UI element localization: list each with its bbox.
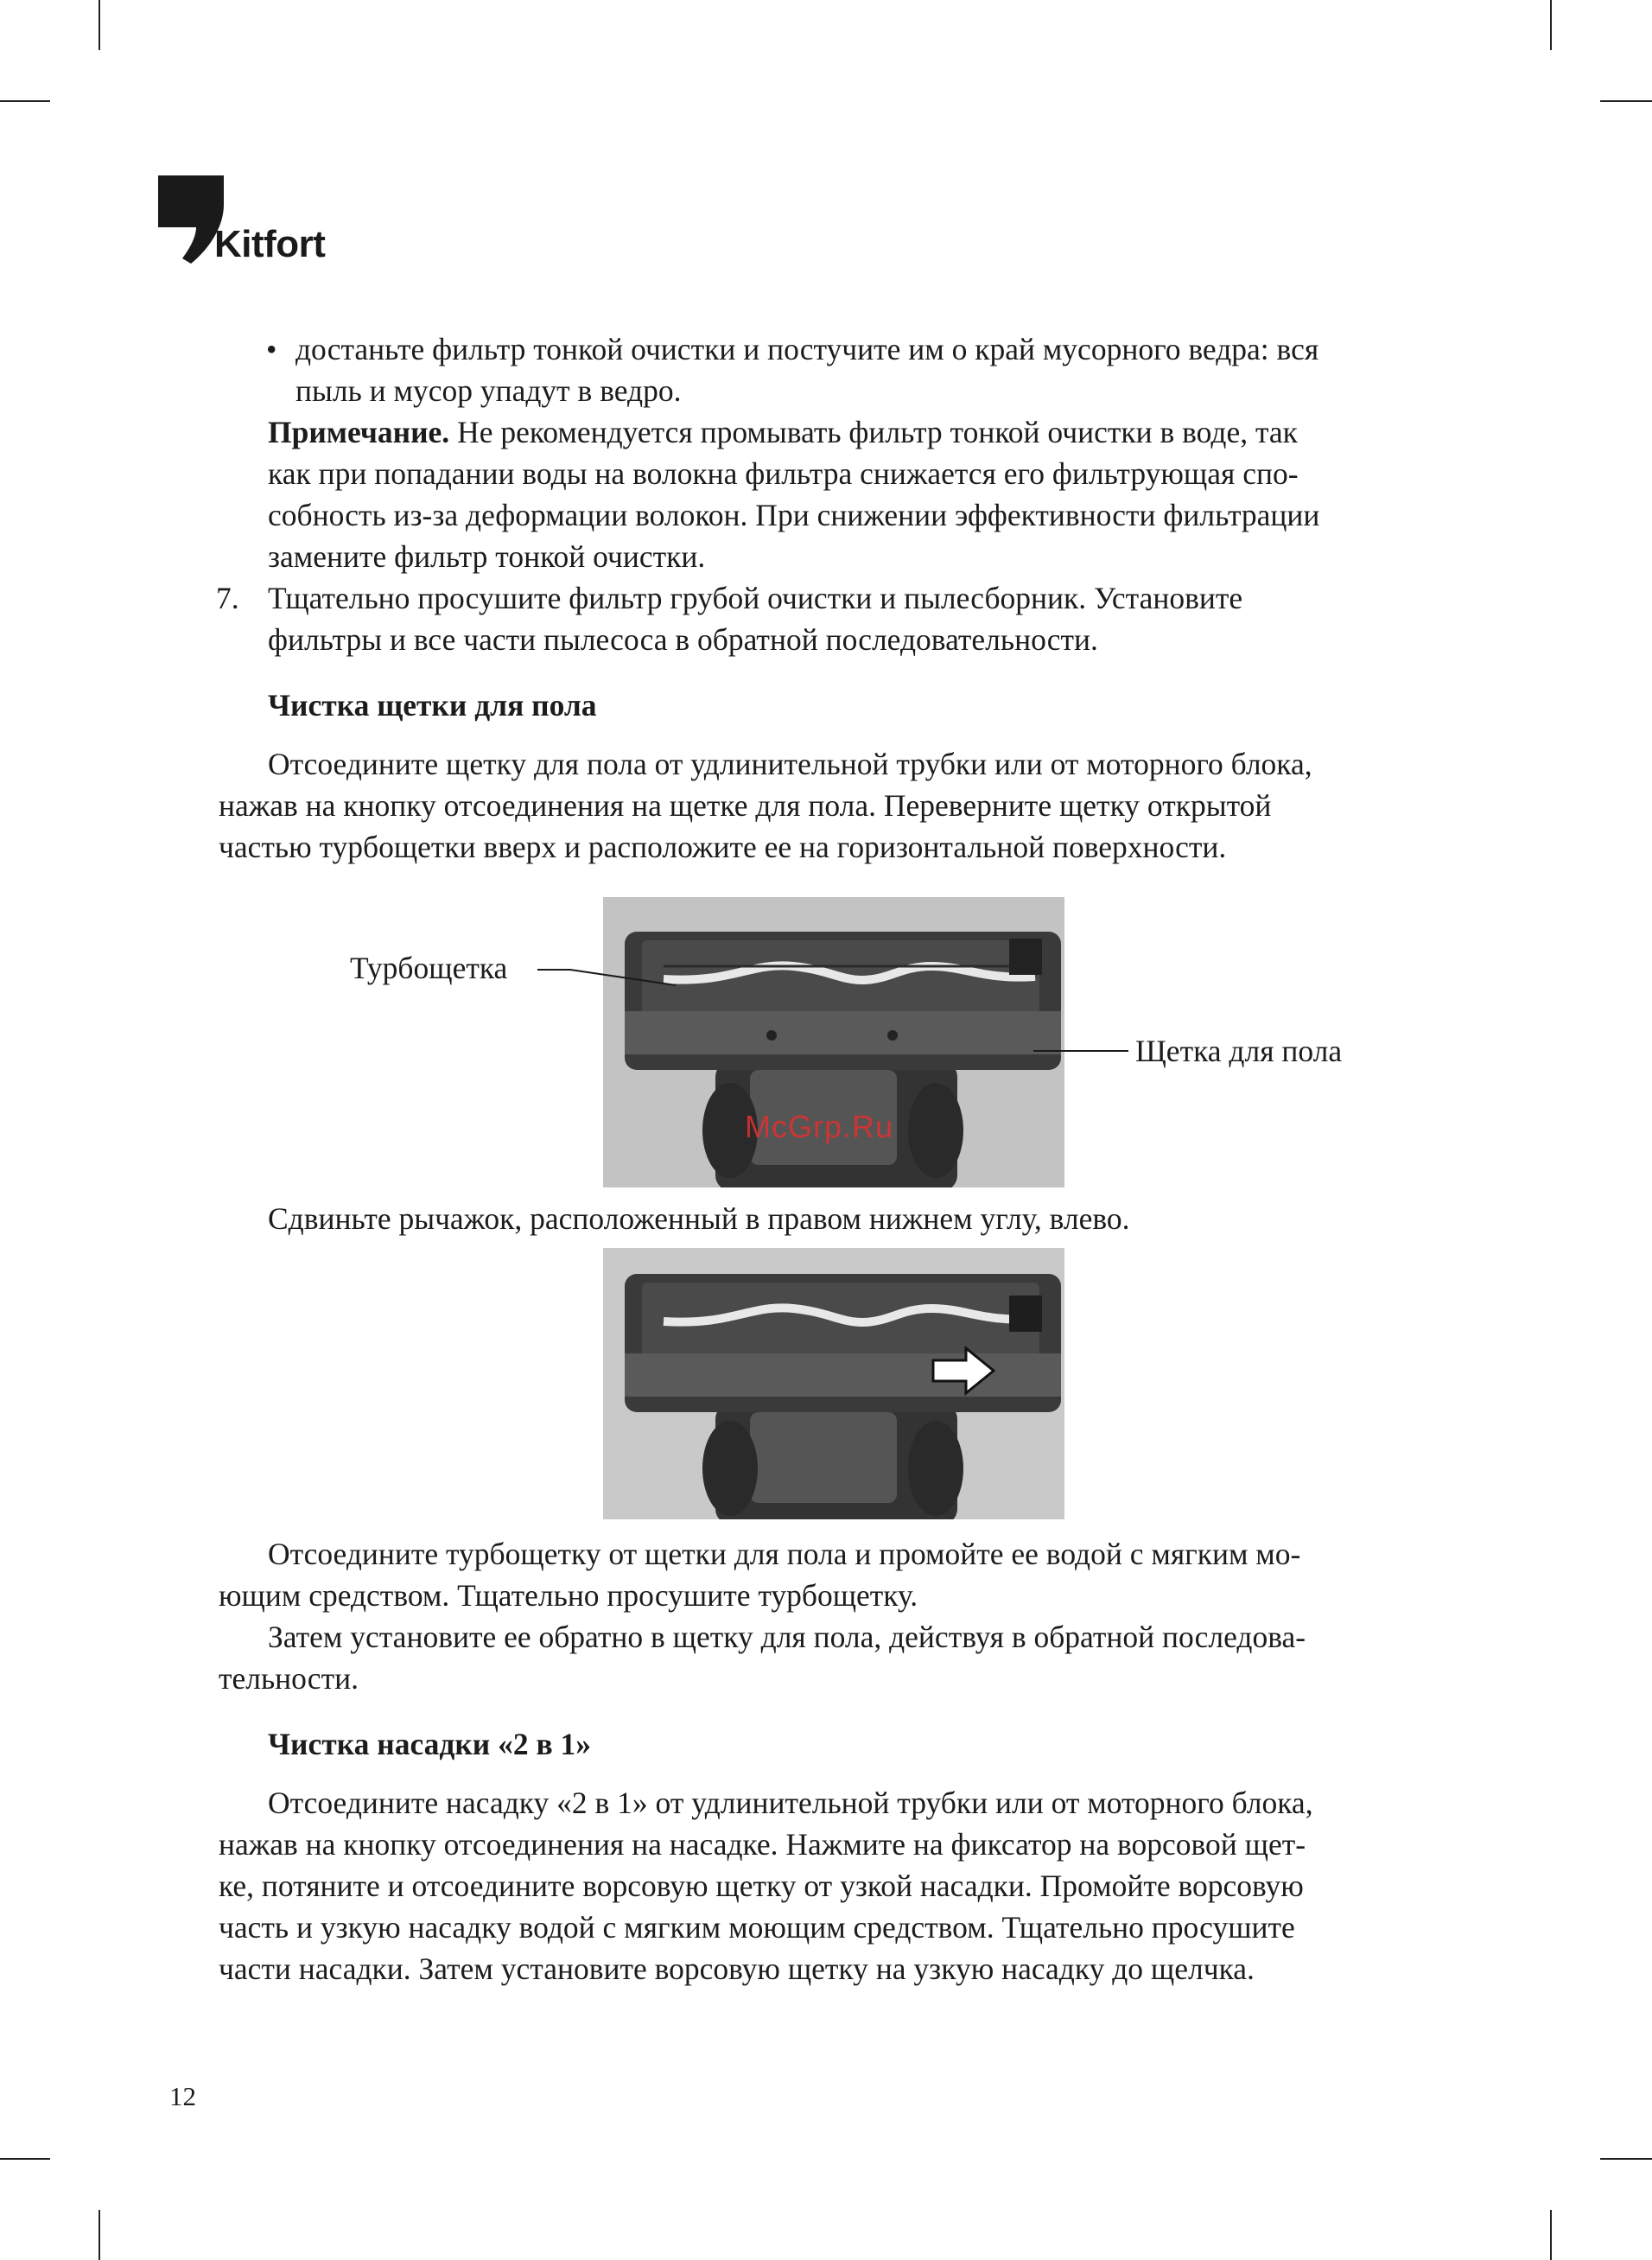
bullet-text-line: пыль и мусор упадут в ведро. [295,373,682,408]
figure-label-turbo-brush: Турбощетка [350,951,508,985]
figure-label-floor-brush: Щетка для пола [1135,1034,1343,1068]
section-heading: Чистка насадки «2 в 1» [268,1727,592,1761]
page-number: 12 [169,2081,196,2111]
crop-mark [1600,2158,1652,2160]
figure-leader-line [1033,1047,1128,1055]
paragraph-line: части насадки. Затем установите ворсовую щетку на узкую насадку до щелчка. [219,1951,1255,1986]
note-line: собность из-за деформации волокон. При снижении эффективности фильтрации [268,498,1320,532]
note-line [268,411,1298,453]
step-line: Тщательно просушите фильтр грубой очистки и пылесборник. Установите [268,581,1243,615]
paragraph-line: частью турбощетки вверх и расположите ее на горизонтальной поверхности. [219,830,1227,864]
paragraph-line: Отсоедините щетку для пола от удлинительной трубки или от моторного блока, [268,747,1312,781]
figure-leader-line [537,961,676,987]
paragraph-line: ке, потяните и отсоедините ворсовую щетку от узкой насадки. Промойте ворсовую [219,1868,1304,1903]
step-line: фильтры и все части пылесоса в обратной последовательности. [268,622,1098,657]
paragraph-line: нажав на кнопку отсоединения на щетке для пола. Переверните щетку открытой [219,788,1272,823]
note-line: замените фильтр тонкой очистки. [268,539,706,574]
floor-brush-lever-photo [603,1248,1064,1519]
bullet-text-line: достаньте фильтр тонкой очистки и постучите им о край мусорного ведра: вся [295,332,1319,366]
paragraph-line: нажав на кнопку отсоединения на насадке. Нажмите на фиксатор на ворсовой щет- [219,1827,1306,1862]
crop-mark [0,100,50,102]
paragraph-line: Затем установите ее обратно в щетку для пола, действуя в обратной последова- [268,1620,1306,1654]
crop-mark [1550,0,1552,50]
crop-mark [98,2210,100,2260]
paragraph-line: Отсоедините насадку «2 в 1» от удлинительной трубки или от моторного блока, [268,1786,1313,1820]
crop-mark [98,0,100,50]
note-label: Примечание. [268,415,450,449]
bullet-symbol: • [266,332,277,366]
note-text: Не рекомендуется промывать фильтр тонкой очистки в воде, так [449,415,1298,449]
section-heading: Чистка щетки для пола [268,688,597,723]
crop-mark [1600,100,1652,102]
paragraph-line: тельности. [219,1661,359,1696]
note-line: как при попадании воды на волокна фильтра снижается его фильтрующая спо- [268,456,1299,491]
paragraph-line: часть и узкую насадку водой с мягким моющим средством. Тщательно просушите [219,1910,1295,1945]
paragraph-line: ющим средством. Тщательно просушите турбощетку. [219,1578,918,1613]
paragraph-line: Сдвиньте рычажок, расположенный в правом нижнем углу, влево. [268,1201,1130,1236]
crop-mark [1550,2210,1552,2260]
watermark: McGrp.Ru [745,1109,894,1144]
paragraph-line: Отсоедините турбощетку от щетки для пола и промойте ее водой с мягким мо- [268,1537,1301,1571]
step-number: 7. [216,581,239,615]
crop-mark [0,2158,50,2160]
brand-name: Kitfort [214,223,326,265]
